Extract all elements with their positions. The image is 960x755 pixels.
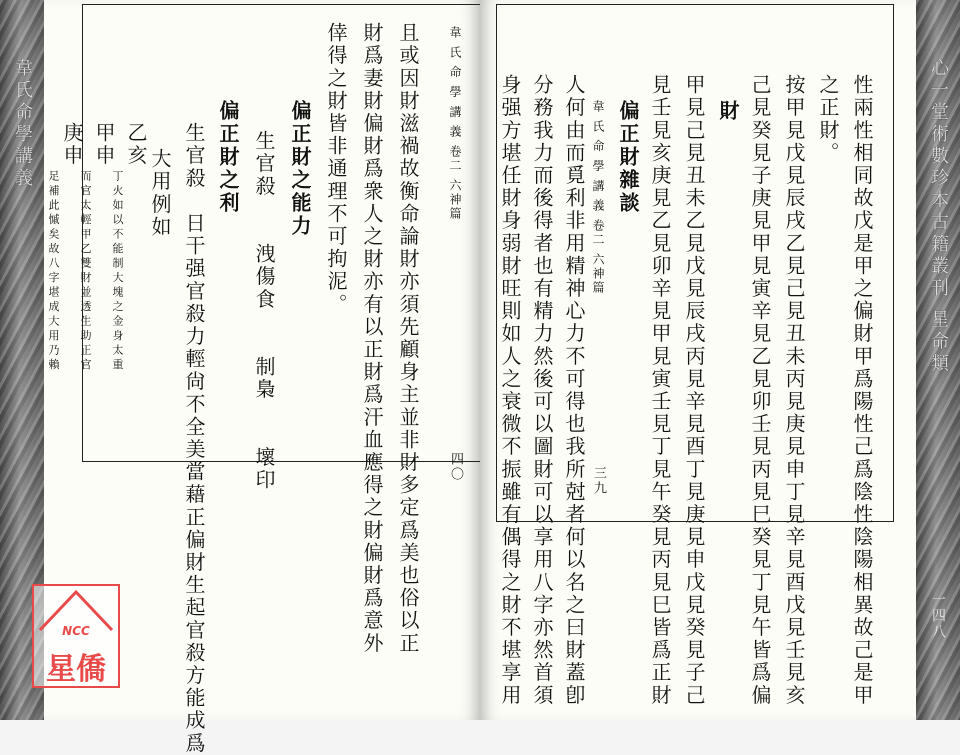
left-text-column: 財爲妻財偏財爲衆人之財亦有以正財爲汗血應得之財偏財爲意外: [360, 22, 384, 655]
right-text-column: 甲見己見丑未乙見戊見辰戌丙見辛見酉丁見庚見申戊見癸見子己: [682, 74, 706, 707]
left-text-column: 且或因財滋禍故衡命論財亦須先顧身主並非財多定爲美也俗以正: [396, 22, 420, 655]
section-heading-benefit: 偏正財之利: [216, 100, 240, 215]
watermark-ncc: NCC: [62, 624, 90, 638]
right-text-column: 性兩性相同故戊是甲之偏財甲爲陽性己爲陰性陰陽相異故己是甲: [850, 74, 874, 707]
left-page-frame: [79, 4, 481, 462]
right-text-column: 分務我力而後得者也有精力然後可以圖財可以享用八字亦然首須: [530, 74, 554, 707]
right-edge-page-number: 一四八: [930, 592, 946, 640]
example-pillar: 乙亥: [124, 122, 148, 168]
example-note: 而官太輕甲乙雙財並透生助正官: [79, 170, 92, 373]
left-text-column: 生官殺 洩傷食 制梟 壞印: [252, 130, 276, 492]
right-text-column: 身强方堪任財身弱財旺則如人之衰微不振雖有偶得之財不堪享用: [498, 74, 522, 707]
right-text-column: 人何由而覓利非用精神心力不可得也我所尅者何以名之曰財蓋卽: [562, 74, 586, 707]
right-text-column: 己見癸見子庚見甲見寅辛見乙見卯壬見丙見巳癸見丁見午皆爲偏: [748, 74, 772, 707]
watermark-logo: [32, 584, 120, 688]
watermark-name: 星僑: [46, 652, 106, 687]
right-text-column: 按甲見戊見辰戌乙見己見丑未丙見庚見申丁見辛見酉戊見壬見亥: [782, 74, 806, 707]
left-text-column: 倖得之財皆非通理不可拘泥。: [324, 22, 348, 316]
right-spine-title: 心一堂術數珍本古籍叢刊 星命類: [928, 58, 949, 376]
example-note: 足補此慽矣故八字堪成大用乃賴: [47, 170, 60, 373]
right-cover: [916, 0, 960, 720]
example-pillar: 甲申: [92, 122, 116, 168]
right-page-number: 三九: [591, 466, 606, 496]
left-page-number: 四〇: [448, 452, 463, 482]
section-heading-ability: 偏正財之能力: [288, 100, 312, 238]
right-text-column: 見壬見亥庚見乙見卯辛見甲見寅壬見丁見午癸見丙見巳皆爲正財: [648, 74, 672, 707]
section-heading-discussion: 偏正財雜談: [616, 100, 640, 215]
right-page: [480, 0, 916, 720]
right-running-head: 韋 氏 命 學 講 義 卷二 六神篇: [591, 100, 605, 295]
left-running-head: 韋 氏 命 學 講 義 卷二 六神篇: [448, 26, 462, 221]
left-text-column: 生官殺 日干强官殺力輕尙不全美當藉正偏財生起官殺方能成爲: [182, 122, 206, 755]
right-text-column: 之正財。: [816, 74, 840, 165]
left-text-column: 大用例如: [148, 148, 172, 239]
example-note: 丁火如以不能制大塊之金身太重: [111, 170, 124, 373]
left-spine-title: 韋氏命學講義: [12, 58, 33, 190]
example-pillar: 庚申: [60, 122, 84, 168]
right-text-column: 財: [716, 100, 740, 123]
